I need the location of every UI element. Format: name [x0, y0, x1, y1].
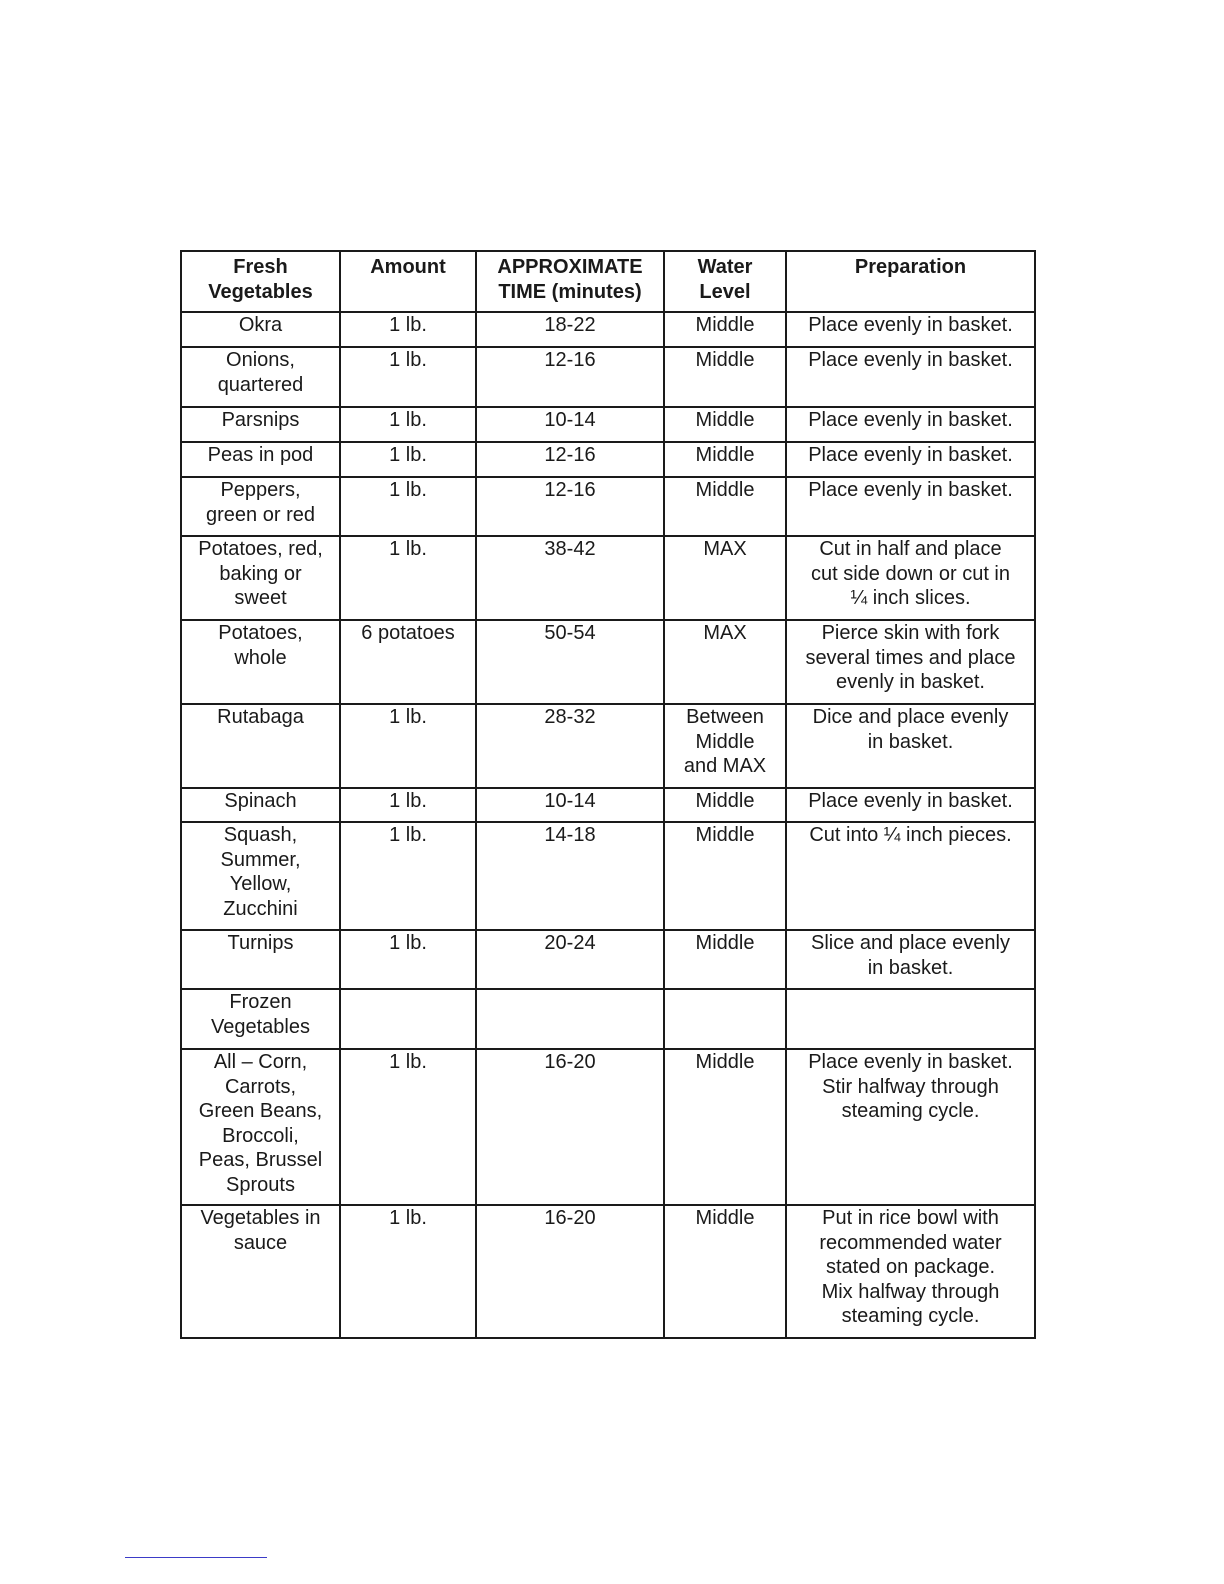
cell-vegetable: Turnips: [181, 930, 340, 989]
cell-water-level: Middle: [664, 1049, 786, 1205]
cell-water-level: MAX: [664, 536, 786, 620]
cell-preparation: Pierce skin with fork several times and place evenly in basket.: [786, 620, 1035, 704]
cell-preparation: Place evenly in basket. Stir halfway through steaming cycle.: [786, 1049, 1035, 1205]
cell-amount: 1 lb.: [340, 1049, 476, 1205]
table-row: [181, 407, 1035, 442]
cell-water-level: Middle: [664, 407, 786, 442]
cell-preparation: Cut into ¼ inch pieces.: [786, 822, 1035, 930]
table-row: [181, 1205, 1035, 1338]
cell-water-level: [664, 989, 786, 1049]
header-vegetable: Fresh Vegetables: [181, 251, 340, 312]
cell-preparation: Place evenly in basket.: [786, 312, 1035, 347]
steaming-chart: [180, 250, 1034, 1339]
cell-amount: 6 potatoes: [340, 620, 476, 704]
table-row: [181, 620, 1035, 704]
cell-amount: 1 lb.: [340, 312, 476, 347]
table-row: [181, 536, 1035, 620]
cell-time: 10-14: [476, 407, 664, 442]
cell-amount: 1 lb.: [340, 442, 476, 477]
header-amount: Amount: [340, 251, 476, 312]
cell-amount: 1 lb.: [340, 822, 476, 930]
cell-vegetable: Peas in pod: [181, 442, 340, 477]
cell-preparation: Place evenly in basket.: [786, 442, 1035, 477]
vegetable-steaming-table: [180, 250, 1036, 1339]
cell-time: 38-42: [476, 536, 664, 620]
cell-vegetable: Onions, quartered: [181, 347, 340, 407]
cell-vegetable: Parsnips: [181, 407, 340, 442]
cell-vegetable: Potatoes, whole: [181, 620, 340, 704]
cell-time: 16-20: [476, 1205, 664, 1338]
cell-water-level: Middle: [664, 477, 786, 536]
cell-vegetable: Okra: [181, 312, 340, 347]
cell-preparation: Place evenly in basket.: [786, 788, 1035, 822]
cell-water-level: Middle: [664, 788, 786, 822]
cell-amount: 1 lb.: [340, 704, 476, 788]
cell-time: 12-16: [476, 442, 664, 477]
cell-time: 14-18: [476, 822, 664, 930]
cell-time: 12-16: [476, 347, 664, 407]
cell-vegetable: Frozen Vegetables: [181, 989, 340, 1049]
cell-time: 10-14: [476, 788, 664, 822]
cell-amount: 1 lb.: [340, 477, 476, 536]
cell-preparation: Slice and place evenly in basket.: [786, 930, 1035, 989]
cell-water-level: MAX: [664, 620, 786, 704]
cell-amount: 1 lb.: [340, 930, 476, 989]
cell-preparation: [786, 989, 1035, 1049]
cell-preparation: Place evenly in basket.: [786, 407, 1035, 442]
cell-preparation: Cut in half and place cut side down or cut in ¼ inch slices.: [786, 536, 1035, 620]
table-row: [181, 1049, 1035, 1205]
header-time: APPROXIMATE TIME (minutes): [476, 251, 664, 312]
header-preparation: Preparation: [786, 251, 1035, 312]
cell-preparation: Dice and place evenly in basket.: [786, 704, 1035, 788]
cell-vegetable: Spinach: [181, 788, 340, 822]
footnote-separator: [125, 1557, 267, 1558]
cell-vegetable: Squash, Summer, Yellow, Zucchini: [181, 822, 340, 930]
cell-vegetable: Vegetables in sauce: [181, 1205, 340, 1338]
header-water-level: Water Level: [664, 251, 786, 312]
cell-time: 28-32: [476, 704, 664, 788]
table-row: [181, 477, 1035, 536]
cell-amount: 1 lb.: [340, 788, 476, 822]
cell-vegetable: Potatoes, red, baking or sweet: [181, 536, 340, 620]
header-row: [181, 251, 1035, 312]
table-row: [181, 704, 1035, 788]
cell-water-level: Middle: [664, 930, 786, 989]
cell-preparation: Place evenly in basket.: [786, 347, 1035, 407]
table-row: [181, 822, 1035, 930]
cell-water-level: Between Middle and MAX: [664, 704, 786, 788]
table-row: [181, 442, 1035, 477]
cell-amount: 1 lb.: [340, 407, 476, 442]
cell-time: 20-24: [476, 930, 664, 989]
cell-preparation: Put in rice bowl with recommended water stated on package. Mix halfway through steaming cycle.: [786, 1205, 1035, 1338]
table-body: [181, 312, 1035, 1338]
cell-amount: 1 lb.: [340, 347, 476, 407]
cell-water-level: Middle: [664, 1205, 786, 1338]
cell-preparation: Place evenly in basket.: [786, 477, 1035, 536]
table-row: [181, 930, 1035, 989]
cell-time: [476, 989, 664, 1049]
cell-water-level: Middle: [664, 347, 786, 407]
cell-amount: [340, 989, 476, 1049]
table-row: [181, 347, 1035, 407]
cell-amount: 1 lb.: [340, 536, 476, 620]
table-row: [181, 788, 1035, 822]
table-row: [181, 312, 1035, 347]
cell-time: 16-20: [476, 1049, 664, 1205]
cell-time: 50-54: [476, 620, 664, 704]
cell-water-level: Middle: [664, 442, 786, 477]
cell-water-level: Middle: [664, 312, 786, 347]
cell-vegetable: Peppers, green or red: [181, 477, 340, 536]
cell-vegetable: All – Corn, Carrots, Green Beans, Broccoli, Peas, Brussel Sprouts: [181, 1049, 340, 1205]
cell-vegetable: Rutabaga: [181, 704, 340, 788]
cell-time: 18-22: [476, 312, 664, 347]
cell-water-level: Middle: [664, 822, 786, 930]
cell-time: 12-16: [476, 477, 664, 536]
table-row: [181, 989, 1035, 1049]
cell-amount: 1 lb.: [340, 1205, 476, 1338]
